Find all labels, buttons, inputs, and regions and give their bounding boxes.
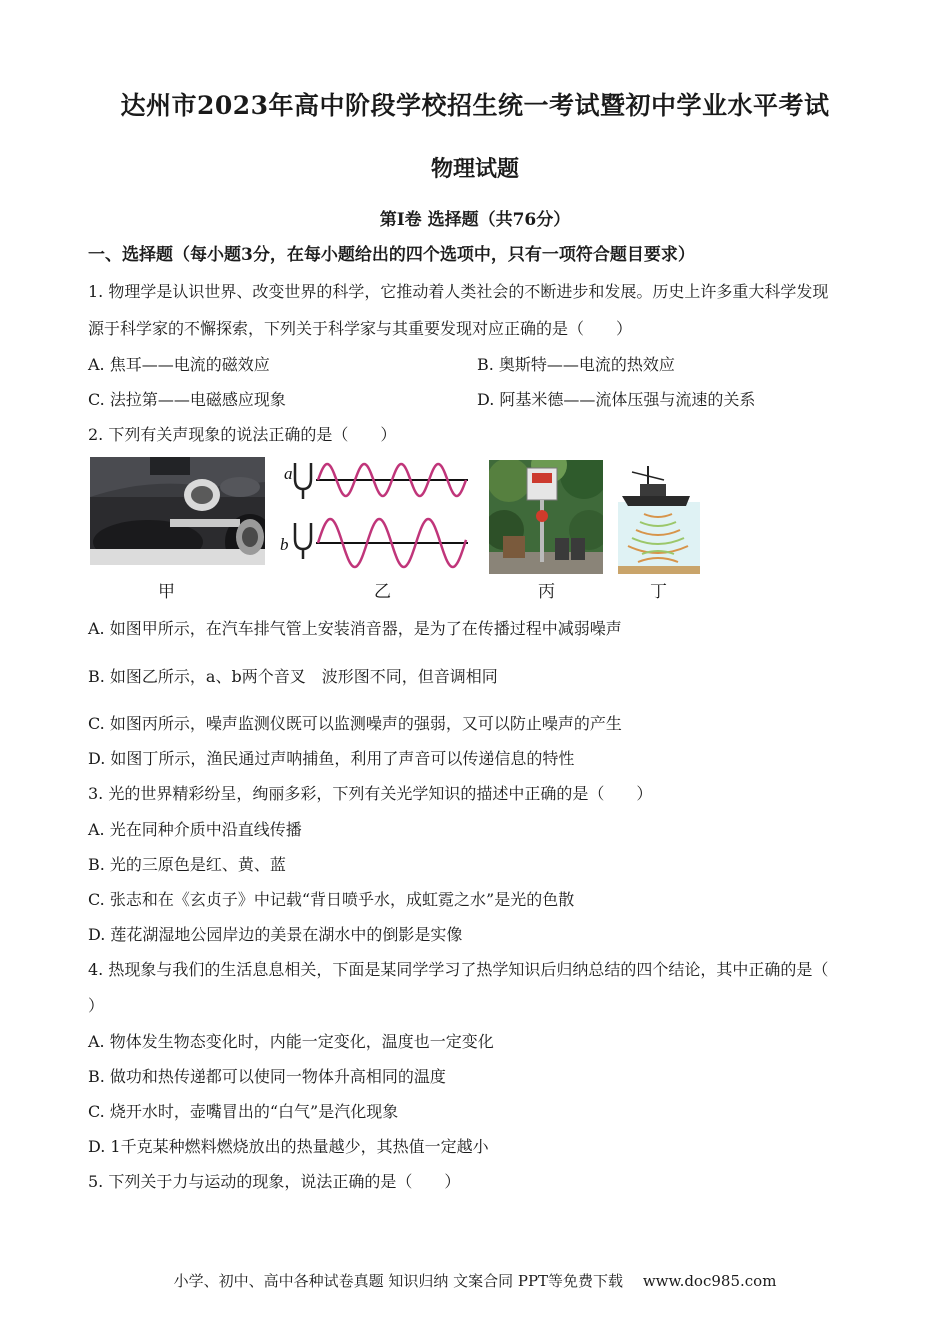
q2-option-b: B. 如图乙所示，a、b两个音叉 波形图不同，但音调相同 <box>88 667 498 686</box>
part-title: 第Ⅰ卷 选择题（共76分） <box>379 210 571 230</box>
q2-stem: 2. 下列有关声现象的说法正确的是（ ） <box>88 425 397 444</box>
q3-option-d: D. 莲花湖湿地公园岸边的美景在湖水中的倒影是实像 <box>88 925 463 944</box>
q3-stem: 3. 光的世界精彩纷呈，绚丽多彩，下列有关光学知识的描述中正确的是（ ） <box>88 784 653 803</box>
q1-stem-line2: 源于科学家的不懈探索，下列关于科学家与其重要发现对应正确的是（ ） <box>88 319 633 338</box>
caption-ding: 丁 <box>650 582 667 602</box>
fork-label-b: b <box>280 535 289 554</box>
q3-option-a: A. 光在同种介质中沿直线传播 <box>88 820 302 839</box>
q2-option-d: D. 如图丁所示，渔民通过声呐捕鱼，利用了声音可以传递信息的特性 <box>88 749 575 768</box>
q4-option-b: B. 做功和热传递都可以使同一物体升高相同的温度 <box>88 1067 446 1086</box>
figure-yi-tuning-fork-waves <box>278 455 473 573</box>
q4-option-a: A. 物体发生物态变化时，内能一定变化，温度也一定变化 <box>88 1032 494 1051</box>
q1-option-a: A. 焦耳——电流的磁效应 <box>88 355 270 374</box>
figure-jia-car-exhaust <box>90 457 265 565</box>
q4-option-c: C. 烧开水时，壶嘴冒出的“白气”是汽化现象 <box>88 1102 399 1121</box>
figure-ding-sonar-boat <box>618 462 700 574</box>
q2-option-c: C. 如图丙所示，噪声监测仪既可以监测噪声的强弱，又可以防止噪声的产生 <box>88 714 622 733</box>
q1-option-c: C. 法拉第——电磁感应现象 <box>88 390 286 409</box>
fork-label-a: a <box>284 464 293 483</box>
caption-yi: 乙 <box>374 582 391 602</box>
q3-option-b: B. 光的三原色是红、黄、蓝 <box>88 855 286 874</box>
section-heading: 一、选择题（每小题3分，在每小题给出的四个选项中，只有一项符合题目要求） <box>88 245 695 265</box>
footer-text: 小学、初中、高中各种试卷真题 知识归纳 文案合同 PPT等免费下载 www.doc985.com <box>173 1272 777 1290</box>
caption-jia: 甲 <box>158 582 175 602</box>
q3-option-c: C. 张志和在《玄贞子》中记载“背日喷乎水，成虹霓之水”是光的色散 <box>88 890 575 909</box>
q1-stem-line1: 1. 物理学是认识世界、改变世界的科学，它推动着人类社会的不断进步和发展。历史上许多重大科学发现 <box>88 282 829 301</box>
q4-stem-line1: 4. 热现象与我们的生活息息相关，下面是某同学学习了热学知识后归纳总结的四个结论，其中正确的是（ <box>88 960 829 979</box>
q4-option-d: D. 1千克某种燃料燃烧放出的热量越少，其热值一定越小 <box>88 1137 489 1156</box>
exam-title: 达州市2023年高中阶段学校招生统一考试暨初中学业水平考试 <box>120 91 830 120</box>
q4-stem-line2: ） <box>88 996 105 1015</box>
q2-option-a: A. 如图甲所示，在汽车排气管上安装消音器，是为了在传播过程中减弱噪声 <box>88 619 622 638</box>
q1-option-b: B. 奥斯特——电流的热效应 <box>477 355 675 374</box>
q1-option-d: D. 阿基米德——流体压强与流速的关系 <box>477 390 756 409</box>
q5-stem: 5. 下列关于力与运动的现象，说法正确的是（ ） <box>88 1172 461 1191</box>
caption-bing: 丙 <box>538 582 555 602</box>
subject-title: 物理试题 <box>430 156 519 182</box>
figure-bing-noise-monitor <box>489 460 603 574</box>
